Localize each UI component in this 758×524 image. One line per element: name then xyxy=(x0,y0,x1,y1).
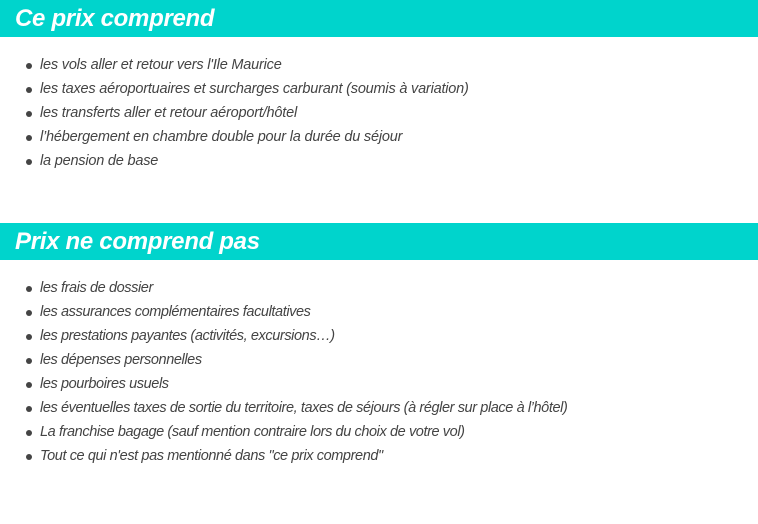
list-item xyxy=(0,396,758,420)
bullet-icon xyxy=(26,87,32,93)
item-text: La franchise bagage (sauf mention contraire lors du choix de votre vol) xyxy=(40,424,465,440)
bullet-icon xyxy=(26,135,32,141)
bullet-icon xyxy=(26,430,32,436)
included-section xyxy=(0,0,758,173)
item-text: les pourboires usuels xyxy=(40,376,169,392)
item-text: Tout ce qui n'est pas mentionné dans "ce prix comprend" xyxy=(40,448,383,464)
list-item xyxy=(0,53,758,77)
list-item xyxy=(0,420,758,444)
bullet-icon xyxy=(26,310,32,316)
item-text: les transferts aller et retour aéroport/hôtel xyxy=(40,105,297,121)
bullet-icon xyxy=(26,111,32,117)
item-text: les éventuelles taxes de sortie du territoire, taxes de séjours (à régler sur place à l’hôtel) xyxy=(40,400,568,416)
list-item xyxy=(0,324,758,348)
item-text: les frais de dossier xyxy=(40,280,153,296)
item-text: les assurances complémentaires facultatives xyxy=(40,304,311,320)
excluded-list xyxy=(0,276,758,468)
bullet-icon xyxy=(26,159,32,165)
list-item xyxy=(0,101,758,125)
list-item xyxy=(0,348,758,372)
excluded-heading: Prix ne comprend pas xyxy=(0,223,758,260)
included-heading: Ce prix comprend xyxy=(0,0,758,37)
item-text: la pension de base xyxy=(40,153,159,169)
list-item xyxy=(0,77,758,101)
bullet-icon xyxy=(26,454,32,460)
item-text: les prestations payantes (activités, excursions…) xyxy=(40,328,335,344)
bullet-icon xyxy=(26,63,32,69)
list-item xyxy=(0,125,758,149)
item-text: les vols aller et retour vers l'Ile Maurice xyxy=(40,57,282,73)
bullet-icon xyxy=(26,286,32,292)
list-item xyxy=(0,444,758,468)
excluded-section xyxy=(0,223,758,468)
bullet-icon xyxy=(26,382,32,388)
list-item xyxy=(0,149,758,173)
bullet-icon xyxy=(26,406,32,412)
item-text: les dépenses personnelles xyxy=(40,352,202,368)
bullet-icon xyxy=(26,358,32,364)
item-text: les taxes aéroportuaires et surcharges carburant (soumis à variation) xyxy=(40,81,469,97)
item-text: l’hébergement en chambre double pour la durée du séjour xyxy=(40,129,403,145)
list-item xyxy=(0,276,758,300)
list-item xyxy=(0,372,758,396)
included-list xyxy=(0,53,758,173)
bullet-icon xyxy=(26,334,32,340)
list-item xyxy=(0,300,758,324)
